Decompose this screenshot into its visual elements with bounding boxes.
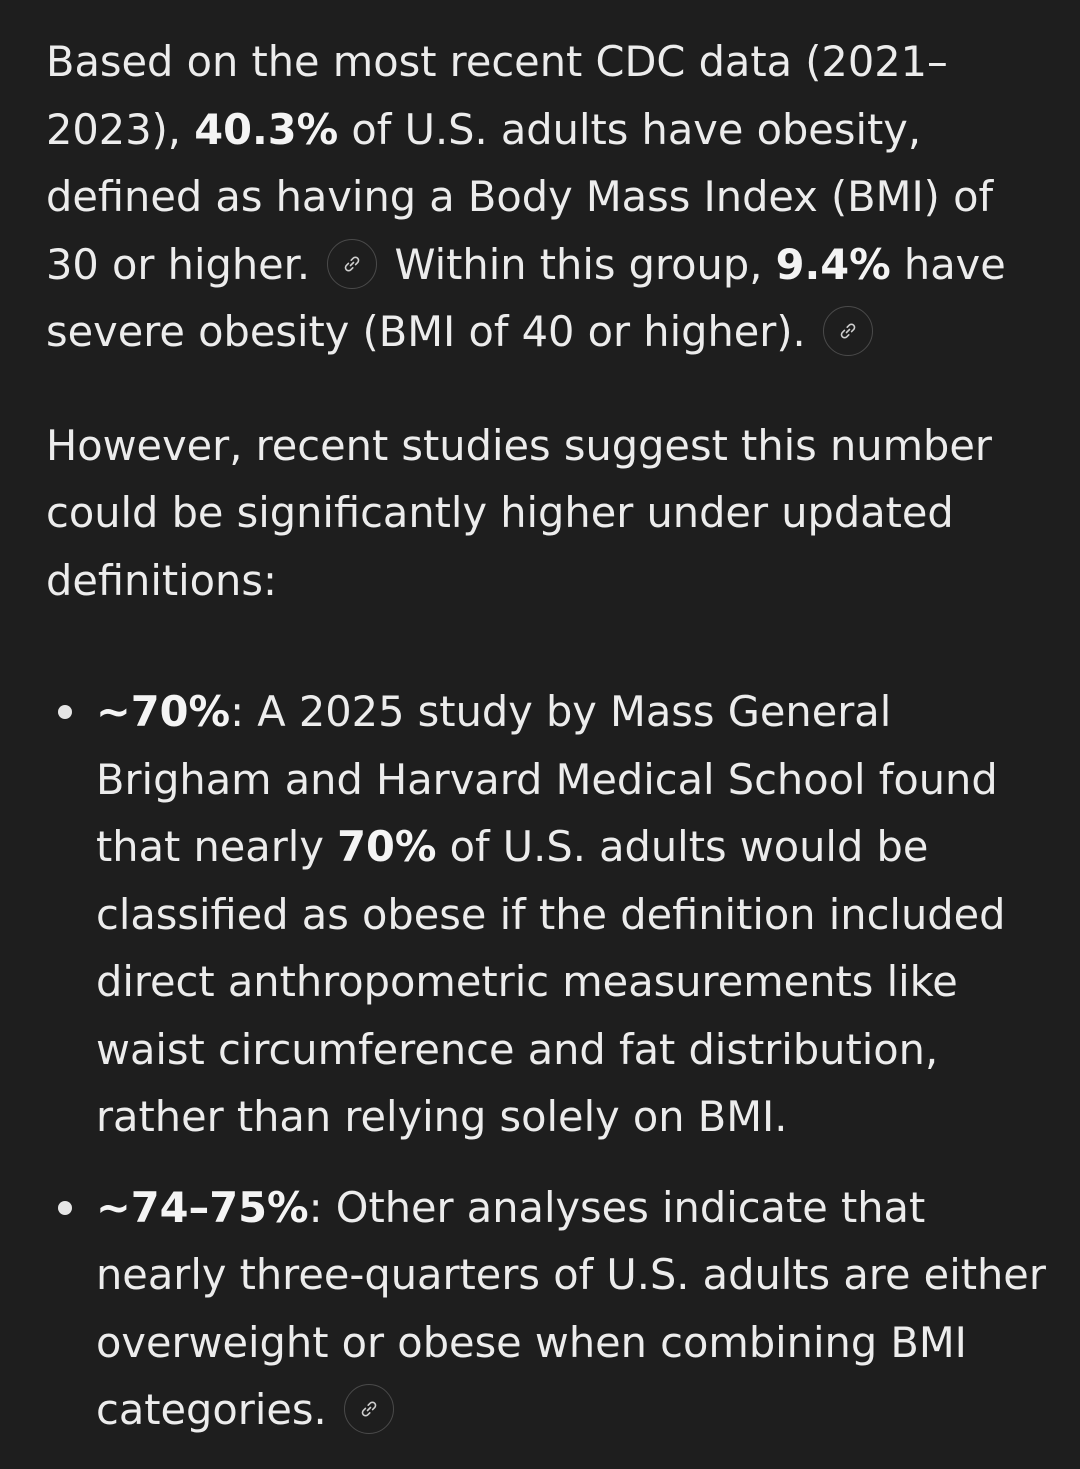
bold-stat-severe: 9.4% <box>775 239 891 289</box>
citation-link-button[interactable] <box>344 1384 394 1434</box>
link-icon <box>838 321 858 341</box>
text-segment: : Other analyses indicate that nearly three-quarters of U.S. adults are either overweight or obese when combining BMI categories. <box>96 1182 1046 1434</box>
citation-link-button[interactable] <box>327 239 377 289</box>
chat-message <box>46 28 1046 1467</box>
bullet-dot <box>58 705 72 719</box>
paragraph-updated-definitions: However, recent studies suggest this number could be significantly higher under updated definitions: <box>46 420 992 605</box>
list-item <box>46 1174 1046 1444</box>
link-icon <box>342 254 362 274</box>
text-segment: : A 2025 study by Mass General Brigham and Harvard Medical School found that nearly <box>96 687 998 871</box>
bold-stat-70-inline: 70% <box>337 822 437 871</box>
text-segment: Based on the most recent CDC data (2021–2023), <box>46 37 948 154</box>
list-item <box>46 678 1046 1151</box>
paragraph-cdc-data <box>46 28 1046 366</box>
text-segment: of U.S. adults would be classified as obese if the definition included direct anthropometric measurements like waist circumference and fat distribution, rather than relying solely on BMI. <box>96 822 1006 1141</box>
bold-stat-obesity: 40.3% <box>194 104 339 154</box>
bold-stat-74-75: ~74–75% <box>96 1182 309 1232</box>
findings-list <box>46 678 1046 1444</box>
text-segment: have severe obesity (BMI of 40 or higher). <box>46 239 1006 356</box>
text-segment: Within this group, <box>381 239 776 289</box>
text-segment: of U.S. adults have obesity, defined as having a Body Mass Index (BMI) of 30 or higher. <box>46 104 994 289</box>
citation-link-button[interactable] <box>823 306 873 356</box>
link-icon <box>359 1399 379 1419</box>
bullet-dot <box>58 1201 72 1215</box>
bold-stat-70: ~70% <box>96 687 231 736</box>
